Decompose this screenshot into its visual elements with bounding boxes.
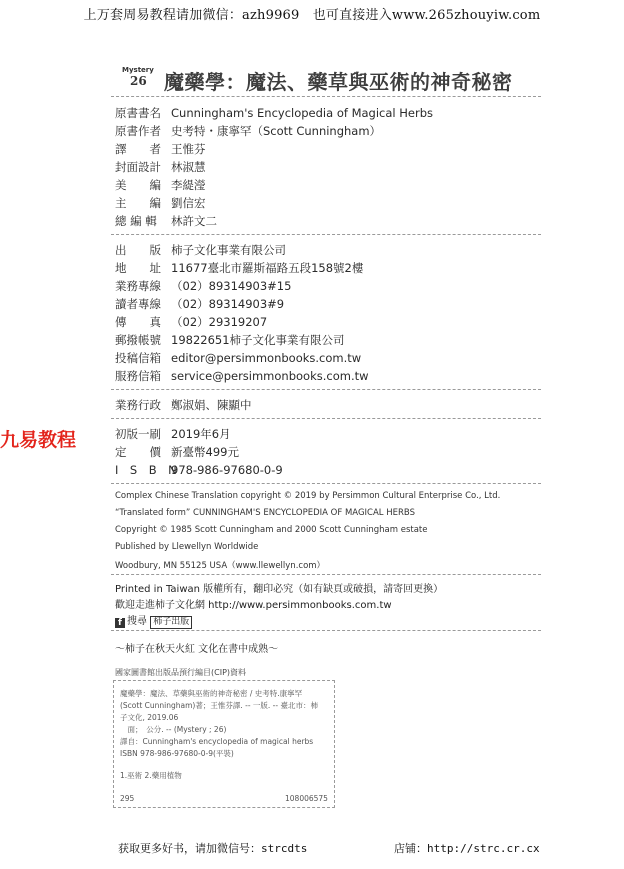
facebook-icon[interactable]: f [115,618,125,628]
publisher-value: 柿子文化事業有限公司 [171,243,286,257]
credit-row [115,213,217,231]
credit-value: 王惟芬 [171,142,206,156]
cip-line: 面； 公分. -- (Mystery ; 26) [120,725,227,734]
website-line[interactable]: 歡迎走進柿子文化網 http://www.persimmonbooks.com.tw [115,600,392,611]
credit-value: Cunningham's Encyclopedia of Magical Herbs [171,106,434,120]
credit-label: 原書書名 [115,106,161,120]
credit-row [115,141,206,159]
cip-line: (Scott Cunningham)著；王惟芬譯. -- 一版. -- 臺北市：柿 [120,701,318,710]
admin-row [115,397,252,415]
edition-row [115,444,239,462]
cip-line: ISBN 978-986-97680-0-9(平裝) [120,749,234,758]
credit-value: 李緹瀅 [171,178,206,192]
divider [111,389,541,390]
credit-row [115,105,433,123]
edition-label: 定 價 [115,445,161,459]
credit-label: 譯 者 [115,142,161,156]
credit-label: 總 編 輯 [115,214,157,228]
divider [111,574,541,575]
publisher-row [115,332,345,350]
publisher-value: （02）89314903#9 [171,297,285,311]
cip-line: 魔藥學：魔法、草藥與巫術的神奇秘密 / 史考特.康寧罕 [120,689,303,698]
copyright-line: “Translated form” CUNNINGHAM'S ENCYCLOPEDIA OF MAGICAL HERBS [115,508,415,518]
credit-label: 封面設計 [115,160,161,174]
publisher-value: 19822651柿子文化事業有限公司 [171,333,345,347]
credit-value: 史考特・康寧罕（Scott Cunningham） [171,124,382,138]
copyright-line: Woodbury, MN 55125 USA（www.llewellyn.com） [115,561,326,571]
publisher-row [115,242,286,260]
publisher-email[interactable]: service@persimmonbooks.com.tw [171,369,369,383]
copyright-line: Complex Chinese Translation copyright © 2019 by Persimmon Cultural Enterprise Co., Ltd. [115,491,501,501]
publisher-label: 郵撥帳號 [115,333,161,347]
cip-line: 譯自：Cunningham's encyclopedia of magical herbs [120,737,314,746]
admin-value: 鄭淑娟、陳顯中 [171,398,252,412]
publisher-value: （02）29319207 [171,315,268,329]
footer-shop-link[interactable]: 店铺：http://strc.cr.cx [394,842,540,855]
divider [111,234,541,235]
publisher-value: （02）89314903#15 [171,279,292,293]
credit-row [115,123,381,141]
publisher-label: 投稿信箱 [115,351,161,365]
edition-label: I S B N [115,463,177,477]
cip-title: 國家圖書館出版品預行編目(CIP)資料 [115,668,247,677]
slogan: ～柿子在秋天火紅 文化在書中成熟～ [115,644,279,655]
edition-row [115,426,231,444]
edition-label: 初版一刷 [115,427,161,441]
watermark-top-text: 上万套周易教程请加微信：azh9969 也可直接进入www.265zhouyiw.com [83,8,541,23]
search-label: 搜尋 [127,616,147,627]
edition-value: 2019年6月 [171,427,231,441]
divider [111,483,541,484]
cip-record-number: 108006575 [285,794,328,803]
publisher-label: 傳 真 [115,315,161,329]
book-title: 魔藥學：魔法、藥草與巫術的神奇秘密 [164,70,513,94]
printed-notice: Printed in Taiwan 版權所有，翻印必究（如有缺頁或破損，請寄回更換） [115,584,444,595]
search-line [115,612,192,629]
credit-row [115,195,206,213]
publisher-label: 地 址 [115,261,161,275]
admin-label: 業務行政 [115,398,161,412]
credit-label: 美 編 [115,178,161,192]
credit-label: 原書作者 [115,124,161,138]
side-watermark-logo: 九易教程 [0,429,77,451]
series-name: Mystery [122,66,154,74]
credit-label: 主 編 [115,196,161,210]
series-number: 26 [130,74,147,88]
divider [111,96,541,97]
footer-wechat: 获取更多好书，请加微信号：strcdts [118,842,308,855]
edition-value: 978-986-97680-0-9 [171,463,283,477]
credit-value: 林許文二 [171,214,217,228]
search-keyword-box: 柿子出版 [150,616,192,629]
cip-line: 子文化, 2019.06 [120,713,179,722]
publisher-row [115,278,291,296]
cip-line: 1.巫術 2.藥用植物 [120,771,182,780]
publisher-label: 業務專線 [115,279,161,293]
cip-class-number: 295 [120,794,135,803]
publisher-value: 11677臺北市羅斯福路五段158號2樓 [171,261,364,275]
publisher-label: 出 版 [115,243,161,257]
publisher-row [115,314,267,332]
credit-row [115,159,206,177]
publisher-row [115,368,369,386]
edition-row [115,462,283,480]
publisher-label: 讀者專線 [115,297,161,311]
publisher-row [115,260,363,278]
edition-value: 新臺幣499元 [171,445,239,459]
publisher-email[interactable]: editor@persimmonbooks.com.tw [171,351,362,365]
divider [111,418,541,419]
credit-value: 林淑慧 [171,160,206,174]
publisher-row [115,296,284,314]
publisher-row [115,350,361,368]
credit-row [115,177,206,195]
divider [111,630,541,631]
copyright-line: Published by Llewellyn Worldwide [115,542,259,552]
publisher-label: 服務信箱 [115,369,161,383]
copyright-line: Copyright © 1985 Scott Cunningham and 2000 Scott Cunningham estate [115,525,428,535]
credit-value: 劉信宏 [171,196,206,210]
